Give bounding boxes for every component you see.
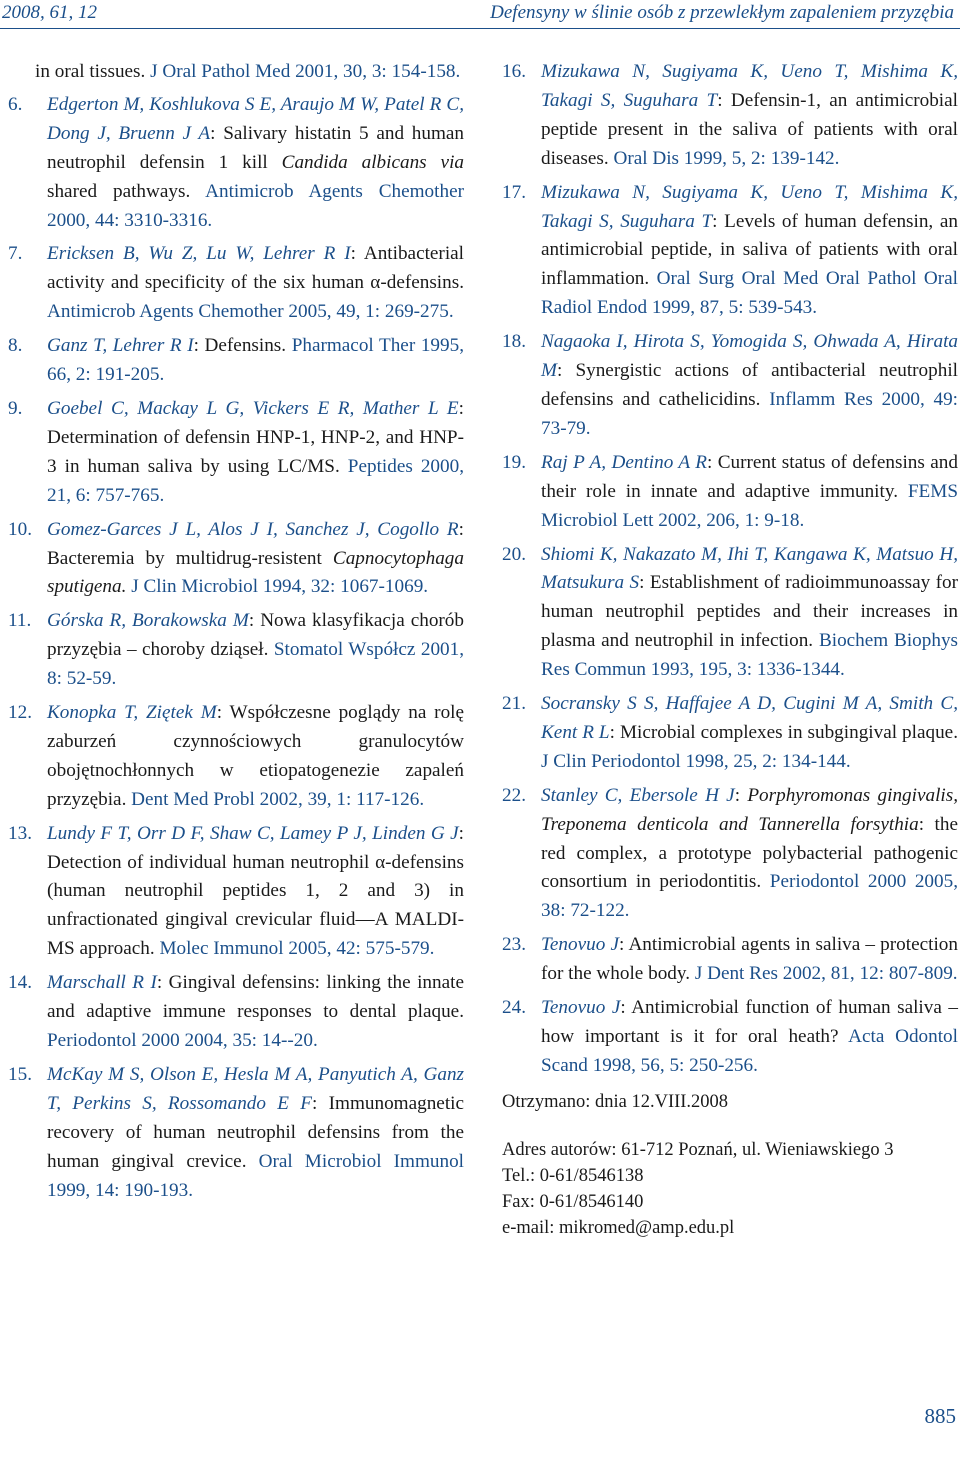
received-date: Otrzymano: dnia 12.VIII.2008: [502, 1091, 729, 1112]
reference-item: 17. Mizukawa N, Sugiyama K, Ueno T, Mishima K, Takagi S, Suguhara T: Levels of human defensin, an antimicrobial peptide, in saliva of patients with oral inflammation. Oral Surg Oral Med Oral Pathol Oral Radiol Endod 1999, 87, 5: 539-543.: [502, 179, 958, 324]
address-line: Adres autorów: 61-712 Poznań, ul. Wieniawskiego 3: [502, 1139, 894, 1160]
reference-title-text: Antimicrobial function of human saliva – how important is it for oral heath?: [541, 997, 958, 1047]
reference-title-text: shared pathways.: [47, 180, 191, 202]
reference-number: 19.: [502, 451, 526, 473]
reference-number: 8.: [8, 335, 23, 357]
reference-source: J Oral Pathol Med 2001, 30, 3: 154-158.: [150, 61, 461, 82]
reference-title-text: Determination of defensin HNP-1, HNP-2, and HNP-3 in human saliva by using LC/MS.: [47, 426, 464, 477]
reference-number: 7.: [8, 243, 23, 265]
reference-title: [205, 335, 287, 356]
reference-continuation: [8, 58, 464, 87]
reference-title-text: Współczesne poglądy na rolę zaburzeń czynnościowych granulocytów obojętnochłonnych w etiopatogenezie zapaleń przyzębia.: [47, 702, 465, 810]
reference-title-text: Establishment of radioimmunoassay for human neutrophil peptides and their increases in plasma and neutrophil in infection.: [541, 572, 958, 652]
reference-item: 23. Tenovuo J: Antimicrobial agents in saliva – protection for the whole body. J Dent Res 2002, 81, 12: 807-809.: [502, 931, 958, 989]
reference-list-right: [502, 58, 958, 1081]
reference-source: Periodontol 2000 2004, 35: 14--20.: [47, 1030, 318, 1051]
reference-title: in oral tissues.: [35, 61, 146, 82]
reference-title-text: Antimicrobial agents in saliva – protection for the whole body.: [541, 934, 958, 985]
running-header: [0, 0, 960, 29]
reference-source: Dent Med Probl 2002, 39, 1: 117-126.: [131, 788, 425, 810]
reference-authors: Konopka T, Ziętek M: [47, 702, 217, 724]
left-column: [8, 58, 464, 1210]
reference-item: 24. Tenovuo J: Antimicrobial function of human saliva – how important is it for oral heath? Acta Odontol Scand 1998, 56, 5: 250-256.: [502, 994, 958, 1081]
reference-authors: Socransky S S, Haffajee A D, Cugini M A, Smith C, Kent R L: [541, 693, 958, 743]
reference-title-text: Gingival defensins: linking the innate and adaptive immune responses to dental plaque.: [47, 972, 464, 1023]
reference-title-text: Defensin-1, an antimicrobial peptide present in the saliva of patients with oral diseases.: [541, 89, 958, 169]
reference-source: FEMS Microbiol Lett 2002, 206, 1: 9-18.: [541, 480, 959, 531]
reference-source: Antimicrob Agents Chemother 2000, 44: 3310-3316.: [47, 180, 464, 231]
reference-item: 22. Stanley C, Ebersole H J: Porphyromonas gingivalis, Treponema denticola and Tannerella forsythia: the red complex, a prototype polybacterial pathogenic consortium in periodontitis. Periodontol 2000 2005, 38: 72-122.: [502, 782, 958, 927]
reference-authors: Ganz T, Lehrer R I: [47, 335, 194, 357]
reference-title-text: Nowa klasyfikacja chorób przyzębia – choroby dziąseł.: [47, 610, 464, 661]
reference-title-text: Immunomagnetic recovery of human neutrophil defensins from the human gingival crevice.: [47, 1092, 464, 1172]
reference-title-text: Levels of human defensin, an antimicrobial peptide, in saliva of patients with oral inflammation.: [541, 210, 958, 290]
reference-number: 20.: [502, 543, 526, 565]
reference-number: 11.: [8, 610, 32, 632]
reference-item: 7. Ericksen B, Wu Z, Lu W, Lehrer R I: Antibacterial activity and specificity of the six human α-defensins. Antimicrob Agents Chemother 2005, 49, 1: 269-275.: [8, 240, 464, 327]
journal-citation: 2008, 61, 12: [2, 2, 97, 23]
reference-item: 19. Raj P A, Dentino A R: Current status of defensins and their role in innate and adaptive immunity. FEMS Microbiol Lett 2002, 206, 1: 9-18.: [502, 449, 958, 536]
reference-item: 16. Mizukawa N, Sugiyama K, Ueno T, Mishima K, Takagi S, Suguhara T: Defensin-1, an antimicrobial peptide present in the saliva of patients with oral diseases. Oral Dis 1999, 5, 2: 139-142.: [502, 58, 958, 174]
reference-authors: Goebel C, Mackay L G, Vickers E R, Mather L E: [47, 397, 459, 419]
reference-number: 23.: [502, 934, 526, 956]
reference-source: Acta Odontol Scand 1998, 56, 5: 250-256.: [541, 1026, 958, 1076]
reference-authors: Górska R, Borakowska M: [47, 610, 249, 632]
reference-source: Molec Immunol 2005, 42: 575-579.: [159, 938, 435, 960]
reference-authors: Mizukawa N, Sugiyama K, Ueno T, Mishima K, Takagi S, Suguhara T: [541, 181, 958, 232]
right-column: [502, 58, 958, 1241]
reference-number: 22.: [502, 784, 526, 806]
reference-authors: Edgerton M, Koshlukova S E, Araujo M W, Patel R C, Dong J, Bruenn J A: [47, 93, 464, 144]
running-title: Defensyny w ślinie osób z przewlekłym zapaleniem przyzębia: [490, 2, 954, 23]
reference-source: J Dent Res 2002, 81, 12: 807-809.: [694, 963, 958, 985]
reference-source: Pharmacol Ther 1995, 66, 2: 191-205.: [47, 335, 464, 386]
email-line: e-mail: mikromed@amp.edu.pl: [502, 1217, 735, 1238]
reference-source: Oral Surg Oral Med Oral Pathol Oral Radiol Endod 1999, 87, 5: 539-543.: [541, 268, 959, 319]
reference-authors: Ericksen B, Wu Z, Lu W, Lehrer R I: [47, 243, 351, 265]
reference-title-text: : the red complex, a prototype polybacterial pathogenic consortium in periodontitis.: [541, 813, 958, 893]
reference-title-italic: Capnocytophaga sputigena.: [47, 547, 464, 598]
reference-source: Antimicrob Agents Chemother 2005, 49, 1: 269-275.: [47, 301, 454, 323]
reference-source: Inflamm Res 2000, 49: 73-79.: [541, 388, 959, 439]
reference-authors: Marschall R I: [47, 972, 157, 994]
reference-title-text: Salivary histatin 5 and human neutrophil defensin 1 kill: [47, 122, 464, 173]
reference-number: 10.: [8, 518, 32, 540]
reference-title-text: Bacteremia by multidrug-resistent: [47, 547, 333, 569]
reference-authors: Mizukawa N, Sugiyama K, Ueno T, Mishima K, Takagi S, Suguhara T: [541, 61, 958, 111]
reference-title-text: Defensins.: [204, 335, 287, 357]
reference-source: J Clin Periodontol 1998, 25, 2: 134-144.: [541, 750, 851, 772]
reference-authors: Tenovuo J: [541, 997, 621, 1019]
reference-title-text: Detection of individual human neutrophil α-defensins (human neutrophil peptides 1, 2 and 3) in unfractionated gingival crevicular fluid—A MALDI-MS approach.: [47, 851, 464, 960]
reference-authors: Stanley C, Ebersole H J: [541, 784, 735, 806]
reference-item: 12. Konopka T, Ziętek M: Współczesne poglądy na rolę zaburzeń czynnościowych granulocytów obojętnochłonnych w etiopatogenezie zapaleń przyzębia. Dent Med Probl 2002, 39, 1: 117-126.: [8, 699, 464, 815]
reference-item: 21. Socransky S S, Haffajee A D, Cugini M A, Smith C, Kent R L: Microbial complexes in subgingival plaque. J Clin Periodontol 1998, 25, 2: 134-144.: [502, 690, 958, 777]
reference-number: 17.: [502, 181, 526, 203]
reference-item: 8. Ganz T, Lehrer R I: Defensins. Pharmacol Ther 1995, 66, 2: 191-205.: [8, 332, 464, 390]
reference-title-text: Current status of defensins and their role in innate and adaptive immunity.: [541, 451, 958, 502]
reference-title-text: Microbial complexes in subgingival plaque.: [619, 721, 958, 743]
reference-number: 13.: [8, 822, 32, 844]
reference-item: 14. Marschall R I: Gingival defensins: linking the innate and adaptive immune responses to dental plaque. Periodontol 2000 2004, 35: 14--20.: [8, 969, 464, 1056]
page-number: 885: [924, 1404, 956, 1428]
reference-item: 6. Edgerton M, Koshlukova S E, Araujo M W, Patel R C, Dong J, Bruenn J A: Salivary histatin 5 and human neutrophil defensin 1 kill Candida albicans via shared pathways. Antimicrob Agents Chemother 2000, 44: 3310-3316.: [8, 91, 464, 236]
reference-source: Oral Dis 1999, 5, 2: 139-142.: [613, 147, 840, 169]
reference-item: 18. Nagaoka I, Hirota S, Yomogida S, Ohwada A, Hirata M: Synergistic actions of antibacterial neutrophil defensins and cathelicidins. Inflamm Res 2000, 49: 73-79.: [502, 328, 958, 444]
reference-number: 21.: [502, 693, 526, 715]
reference-authors: Lundy F T, Orr D F, Shaw C, Lamey P J, Linden G J: [47, 822, 459, 844]
reference-item: 15. McKay M S, Olson E, Hesla M A, Panyutich A, Ganz T, Perkins S, Rossomando E F: Immunomagnetic recovery of human neutrophil defensins from the human gingival crevice. Oral Microbiol Immunol 1999, 14: 190-193.: [8, 1061, 464, 1206]
reference-item: 10. Gomez-Garces J L, Alos J I, Sanchez J, Cogollo R: Bacteremia by multidrug-resistent Capnocytophaga sputigena. J Clin Microbiol 1994, 32: 1067-1069.: [8, 516, 464, 603]
reference-item: 20. Shiomi K, Nakazato M, Ihi T, Kangawa K, Matsuo H, Matsukura S: Establishment of radioimmunoassay for human neutrophil peptides and their increases in plasma and neutrophil in infection. Biochem Biophys Res Commun 1993, 195, 3: 1336-1344.: [502, 541, 958, 686]
reference-title: [620, 722, 958, 743]
reference-source: Peptides 2000, 21, 6: 757-765.: [47, 455, 465, 506]
reference-authors: Nagaoka I, Hirota S, Yomogida S, Ohwada A, Hirata M: [541, 331, 958, 382]
reference-title-text: Antibacterial activity and specificity of the six human α-defensins.: [47, 243, 464, 294]
reference-authors: Shiomi K, Nakazato M, Ihi T, Kangawa K, Matsuo H, Matsukura S: [541, 543, 958, 594]
reference-number: 6.: [8, 93, 23, 115]
reference-source: J Clin Microbiol 1994, 32: 1067-1069.: [131, 576, 429, 598]
reference-number: 24.: [502, 997, 526, 1019]
reference-number: 18.: [502, 331, 526, 353]
reference-source: Stomatol Współcz 2001, 8: 52-59.: [47, 639, 465, 690]
reference-number: 12.: [8, 702, 32, 724]
reference-item: 9. Goebel C, Mackay L G, Vickers E R, Mather L E: Determination of defensin HNP-1, HNP-2, and HNP-3 in human saliva by using LC/MS. Peptides 2000, 21, 6: 757-765.: [8, 395, 464, 511]
author-address-block: [502, 1137, 958, 1241]
reference-title-italic: Candida albicans via: [281, 151, 464, 173]
reference-source: Biochem Biophys Res Commun 1993, 195, 3: 1336-1344.: [541, 630, 958, 681]
fax-line: Fax: 0-61/8546140: [502, 1191, 644, 1212]
reference-authors: McKay M S, Olson E, Hesla M A, Panyutich A, Ganz T, Perkins S, Rossomando E F: [47, 1063, 464, 1114]
reference-authors: Raj P A, Dentino A R: [541, 451, 707, 473]
reference-title-text: Synergistic actions of antibacterial neutrophil defensins and cathelicidins.: [541, 360, 958, 410]
phone-line: Tel.: 0-61/8546138: [502, 1165, 644, 1186]
reference-title-italic: Porphyromonas gingivalis, Treponema denticola and Tannerella forsythia: [541, 784, 958, 835]
reference-item: 13. Lundy F T, Orr D F, Shaw C, Lamey P J, Linden G J: Detection of individual human neutrophil α-defensins (human neutrophil peptides 1, 2 and 3) in unfractionated gingival crevicular fluid—A MALDI-MS approach. Molec Immunol 2005, 42: 575-579.: [8, 820, 464, 965]
reference-source: Periodontol 2000 2005, 38: 72-122.: [541, 871, 959, 922]
reference-number: 15.: [8, 1063, 32, 1085]
reference-authors: Gomez-Garces J L, Alos J I, Sanchez J, Cogollo R: [47, 518, 459, 540]
reference-list-left: [8, 91, 464, 1206]
reference-number: 14.: [8, 972, 32, 994]
reference-source: Oral Microbiol Immunol 1999, 14: 190-193.: [47, 1150, 465, 1201]
reference-number: 16.: [502, 61, 526, 82]
reference-item: 11. Górska R, Borakowska M: Nowa klasyfikacja chorób przyzębia – choroby dziąseł. Stomatol Współcz 2001, 8: 52-59.: [8, 607, 464, 694]
reference-number: 9.: [8, 397, 23, 419]
reference-authors: Tenovuo J: [541, 934, 619, 956]
